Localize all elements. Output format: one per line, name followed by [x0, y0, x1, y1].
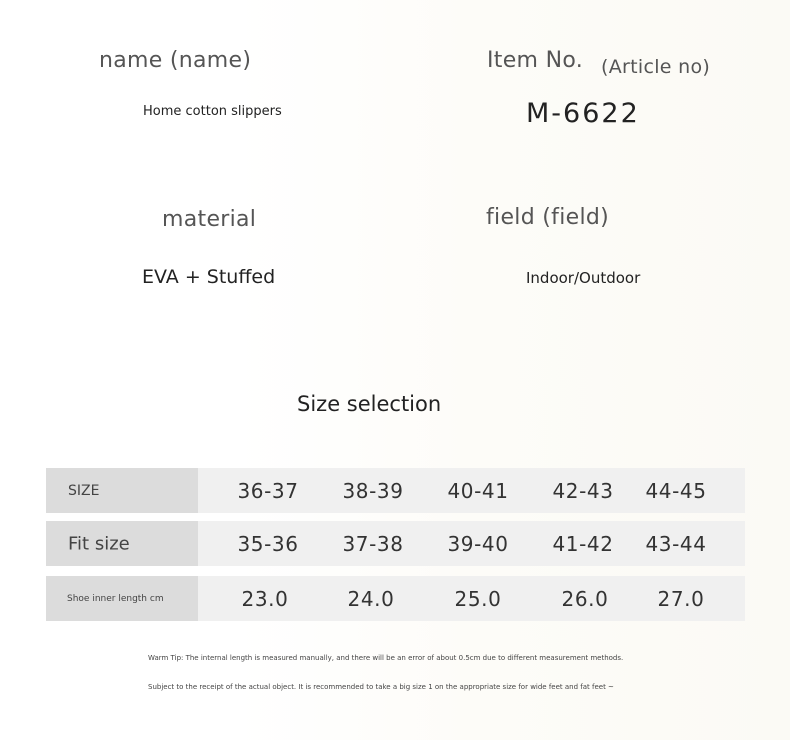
- table-cell: 27.0: [657, 586, 705, 611]
- table-cell: 43-44: [645, 531, 707, 556]
- row-header: Fit size: [68, 533, 130, 554]
- material-value: EVA + Stuffed: [142, 266, 276, 288]
- article-no-label: (Article no): [601, 56, 711, 78]
- table-row-fit-size: [46, 521, 745, 566]
- item-no-label: Item No.: [487, 48, 583, 73]
- table-cell: 23.0: [241, 586, 289, 611]
- table-cell: 39-40: [447, 531, 509, 556]
- table-cell: 26.0: [561, 586, 609, 611]
- name-value: Home cotton slippers: [143, 104, 282, 119]
- name-label: name (name): [99, 48, 252, 73]
- size-advice-note: Subject to the receipt of the actual object. It is recommended to take a big size 1 on the appropriate size for wide feet and fat feet ~: [148, 683, 614, 691]
- table-cell: 36-37: [237, 478, 299, 503]
- table-row-inner-length: [46, 576, 745, 621]
- row-header-cell: [46, 521, 198, 566]
- row-header: SIZE: [68, 482, 100, 499]
- row-header: Shoe inner length cm: [67, 593, 164, 604]
- table-cell: 42-43: [552, 478, 614, 503]
- field-label: field (field): [486, 205, 609, 230]
- field-value: Indoor/Outdoor: [526, 269, 641, 287]
- table-cell: 40-41: [447, 478, 509, 503]
- table-cell: 37-38: [342, 531, 404, 556]
- item-no-value: M-6622: [526, 98, 640, 129]
- material-label: material: [162, 207, 257, 232]
- size-selection-title: Size selection: [297, 392, 442, 416]
- table-cell: 41-42: [552, 531, 614, 556]
- table-cell: 44-45: [645, 478, 707, 503]
- table-cell: 25.0: [454, 586, 502, 611]
- table-cell: 38-39: [342, 478, 404, 503]
- row-header-cell: [46, 576, 198, 621]
- row-header-cell: [46, 468, 198, 513]
- table-row-size: [46, 468, 745, 513]
- table-cell: 24.0: [347, 586, 395, 611]
- warm-tip-note: Warm Tip: The internal length is measured manually, and there will be an error of about 0.5cm due to different measurement methods.: [148, 654, 624, 662]
- table-cell: 35-36: [237, 531, 299, 556]
